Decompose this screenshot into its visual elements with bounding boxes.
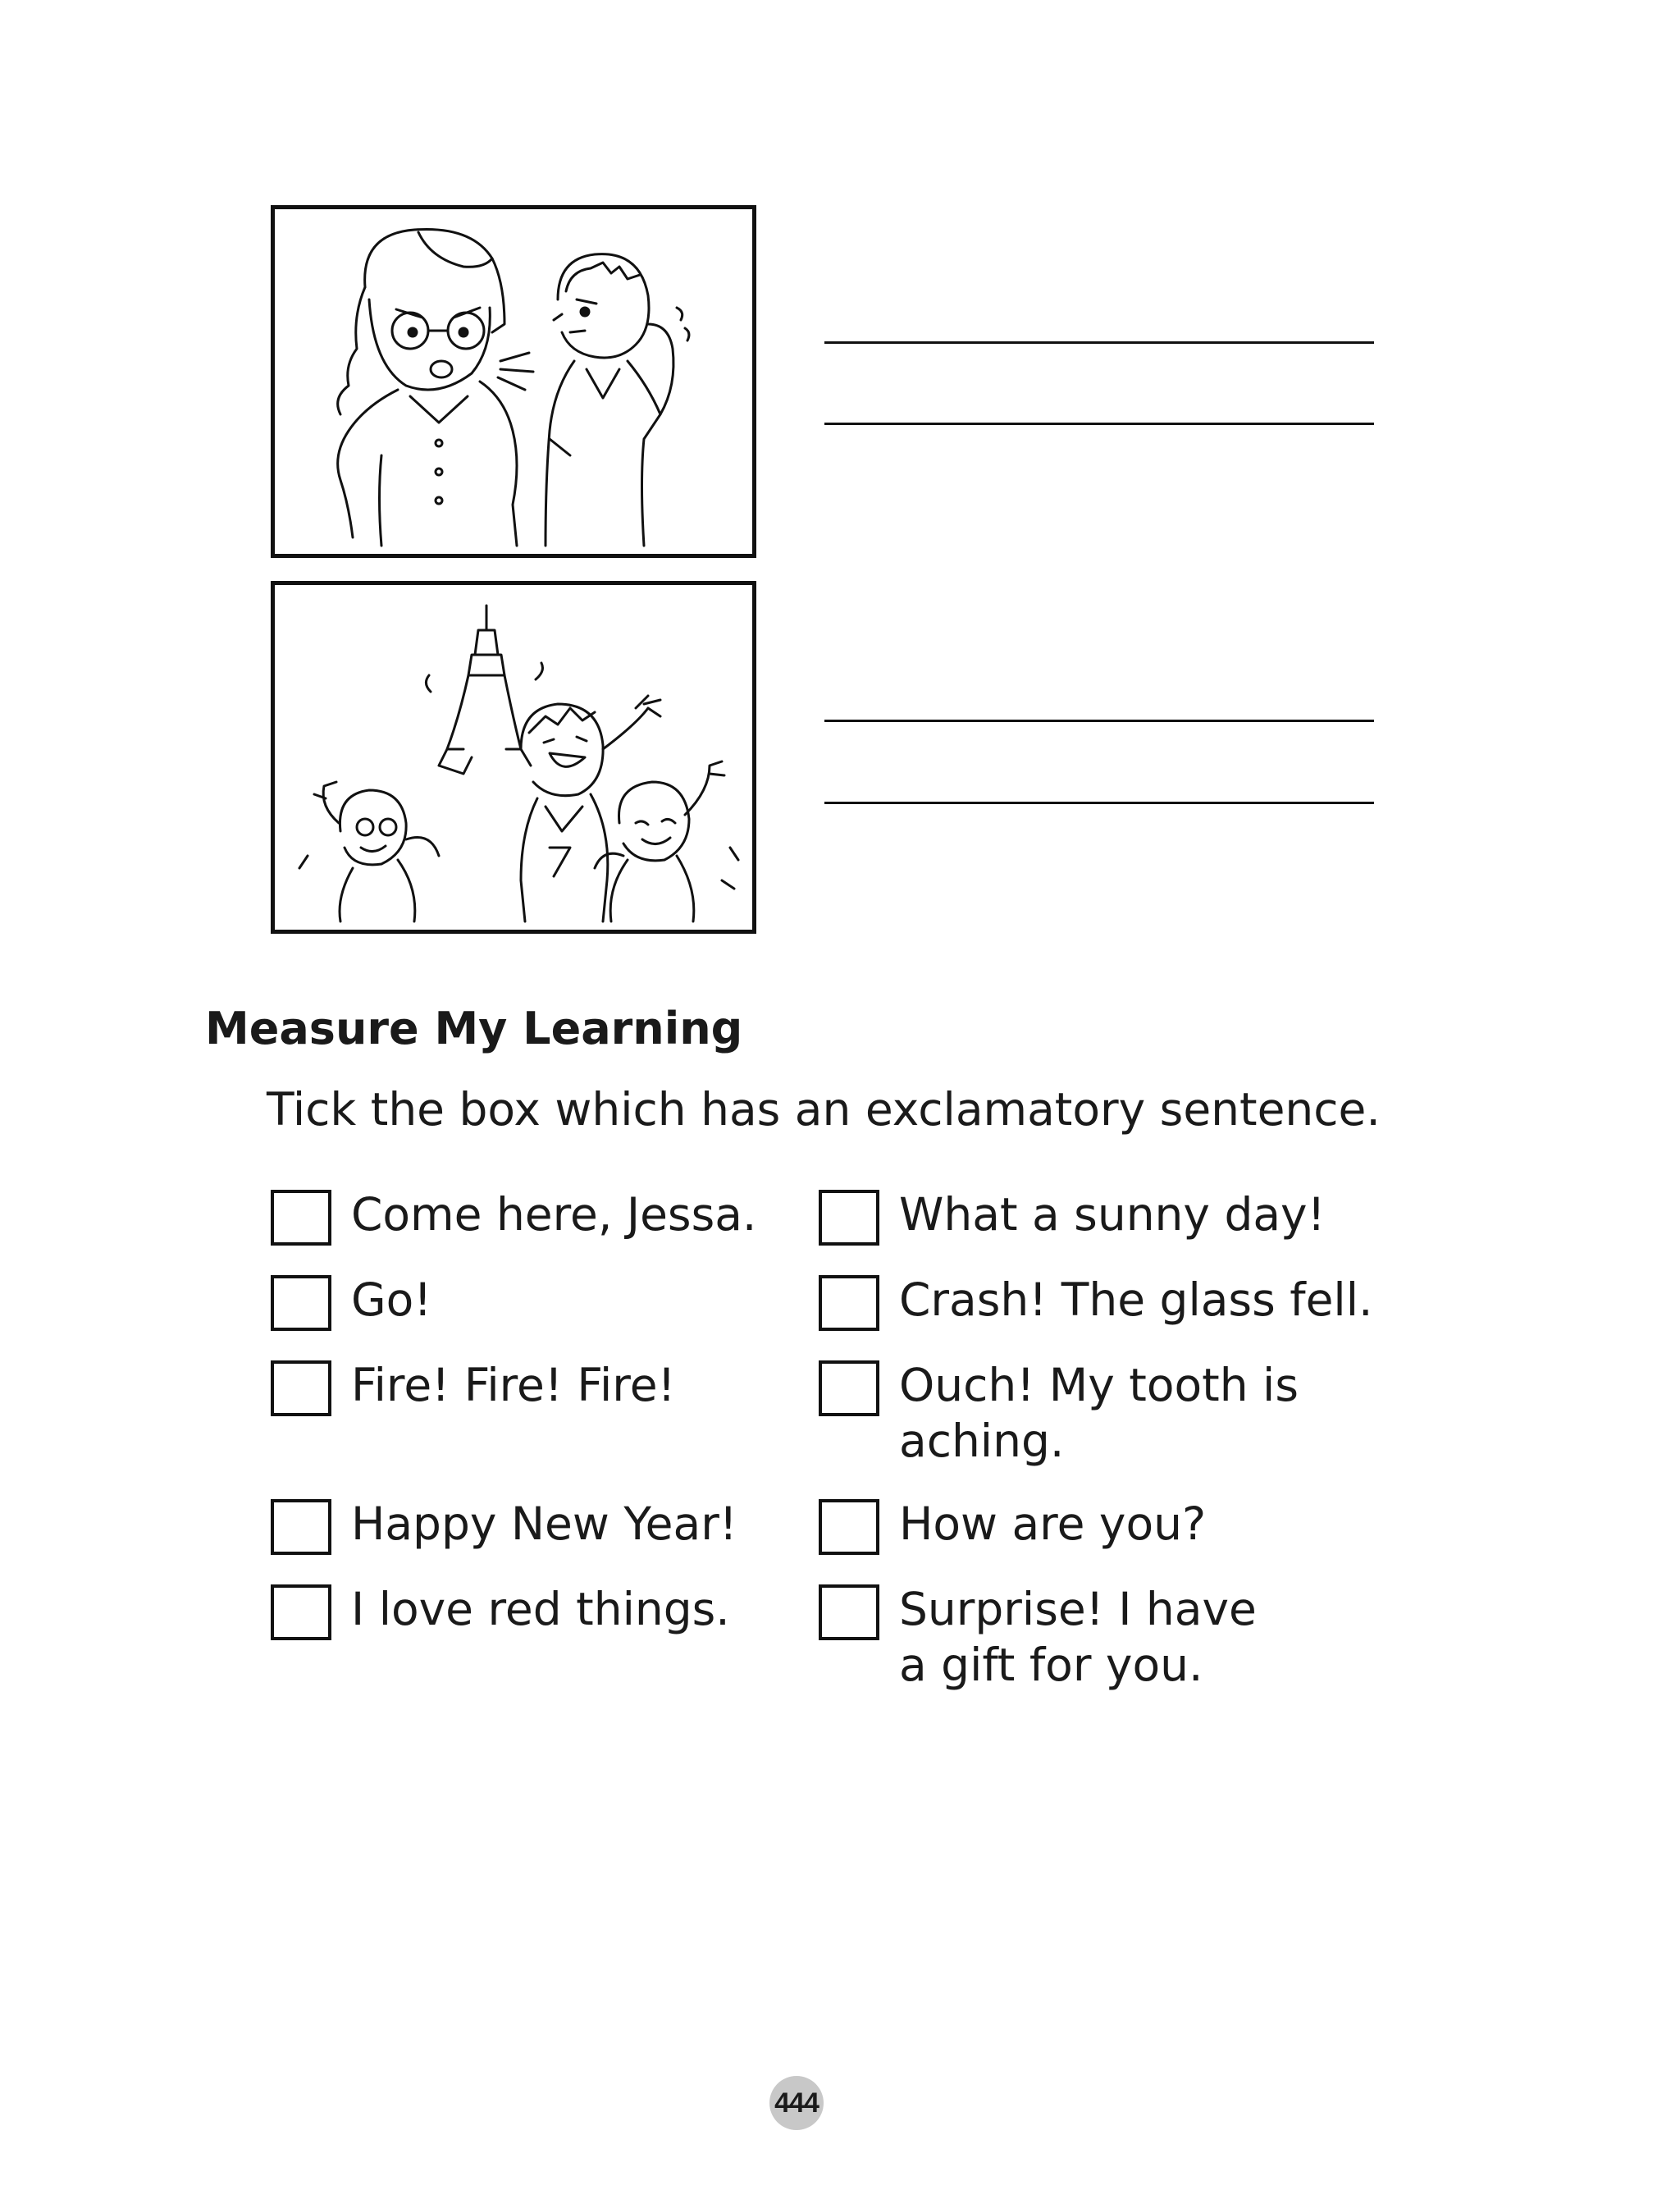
page-number: 444 [769, 2076, 824, 2130]
option-item [271, 1496, 737, 1555]
option-text: Crash! The glass fell. [899, 1273, 1373, 1326]
illustration-scolding [271, 205, 756, 558]
tick-box[interactable] [819, 1499, 879, 1555]
section-title: Measure My Learning [205, 1003, 743, 1054]
tick-box[interactable] [819, 1584, 879, 1640]
option-item [819, 1496, 1206, 1555]
answer-line[interactable] [824, 341, 1374, 344]
option-item [819, 1272, 1372, 1331]
option-text: Ouch! My tooth is aching. [899, 1359, 1299, 1467]
scolding-scene-drawing [275, 209, 752, 554]
tick-box[interactable] [819, 1190, 879, 1246]
illustration-celebration [271, 581, 756, 934]
answer-line[interactable] [824, 423, 1374, 425]
option-text: Go! [351, 1273, 432, 1326]
tick-box[interactable] [271, 1360, 331, 1416]
answer-line[interactable] [824, 802, 1374, 804]
tick-box[interactable] [819, 1360, 879, 1416]
option-text: Surprise! I have a gift for you. [899, 1583, 1257, 1691]
tick-box[interactable] [819, 1275, 879, 1331]
tick-box[interactable] [271, 1275, 331, 1331]
option-text: How are you? [899, 1497, 1207, 1550]
answer-line[interactable] [824, 720, 1374, 722]
option-item [271, 1272, 431, 1331]
option-text: Happy New Year! [351, 1497, 737, 1550]
option-text: What a sunny day! [899, 1188, 1326, 1241]
option-text: I love red things. [351, 1583, 730, 1635]
option-item [271, 1581, 730, 1640]
option-text: Fire! Fire! Fire! [351, 1359, 676, 1411]
option-item [819, 1581, 1257, 1693]
option-text: Come here, Jessa. [351, 1188, 757, 1241]
tick-box[interactable] [271, 1499, 331, 1555]
celebration-scene-drawing [275, 585, 752, 930]
option-item [819, 1357, 1299, 1469]
option-item [271, 1357, 676, 1416]
tick-box[interactable] [271, 1190, 331, 1246]
option-item [271, 1186, 756, 1246]
option-item [819, 1186, 1326, 1246]
instruction-text: Tick the box which has an exclamatory sentence. [267, 1083, 1381, 1136]
tick-box[interactable] [271, 1584, 331, 1640]
